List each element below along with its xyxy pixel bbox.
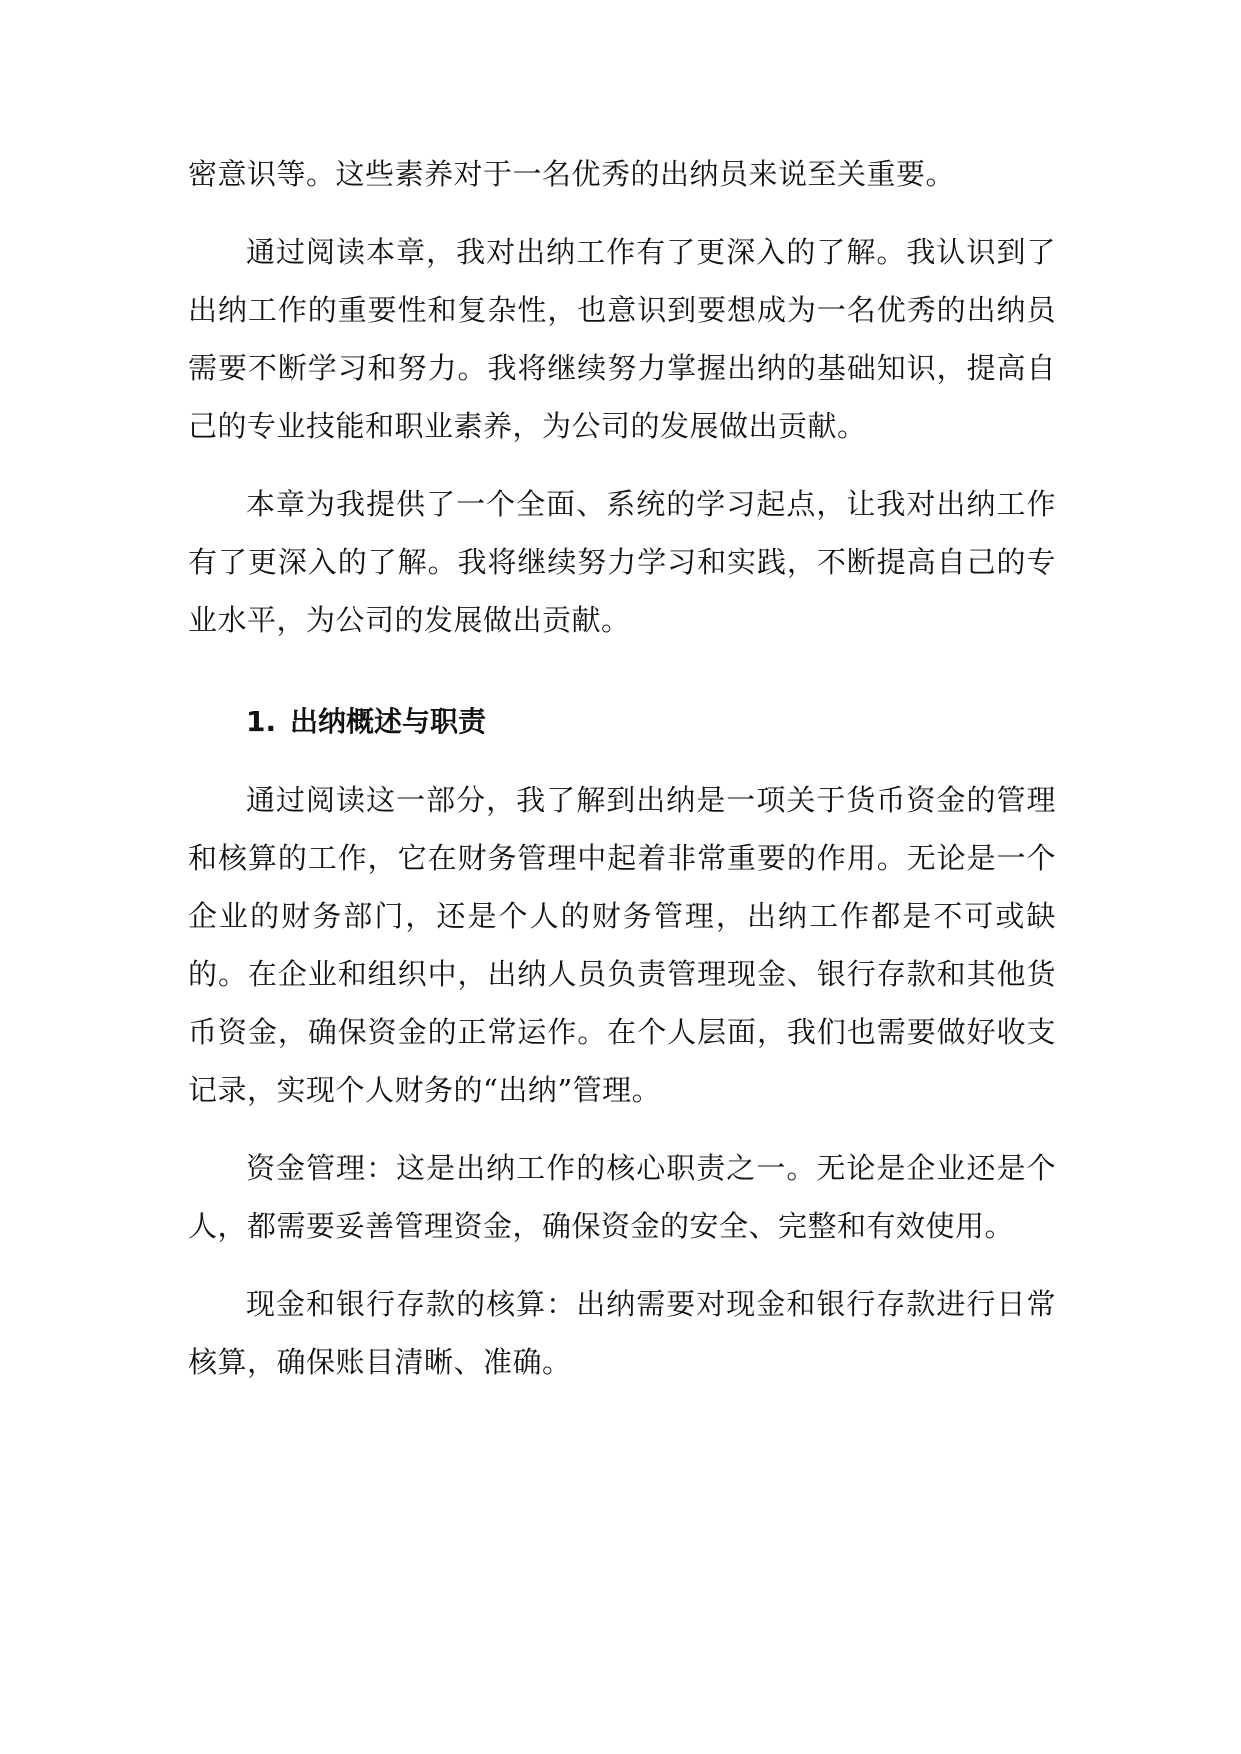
paragraph-continuation: 密意识等。这些素养对于一名优秀的出纳员来说至关重要。 (188, 157, 956, 191)
document-body (188, 145, 1056, 1411)
paragraph-cash-accounting: 现金和银行存款的核算：出纳需要对现金和银行存款进行日常核算，确保账目清晰、准确。 (188, 1287, 1056, 1379)
section-title: 出纳概述与职责 (290, 705, 487, 738)
paragraph-overview: 通过阅读这一部分，我了解到出纳是一项关于货币资金的管理和核算的工作，它在财务管理中起着非常重要的作用。无论是一个企业的财务部门，还是个人的财务管理，出纳工作都是不可或缺的。在企业和组织中，出纳人员负责管理现金、银行存款和其他货币资金，确保资金的正常运作。在个人层面，我们也需要做好收支记录，实现个人财务的“出纳”管理。 (188, 783, 1056, 1107)
section-number: 1. (246, 705, 277, 738)
paragraph-fund-management: 资金管理：这是出纳工作的核心职责之一。无论是企业还是个人，都需要妥善管理资金，确保资金的安全、完整和有效使用。 (188, 1151, 1056, 1243)
paragraph-chapter-reflection: 通过阅读本章，我对出纳工作有了更深入的了解。我认识到了出纳工作的重要性和复杂性，也意识到要想成为一名优秀的出纳员需要不断学习和努力。我将继续努力掌握出纳的基础知识，提高自己的专业技能和职业素养，为公司的发展做出贡献。 (188, 235, 1056, 443)
section-heading (188, 693, 1056, 751)
paragraph-chapter-summary: 本章为我提供了一个全面、系统的学习起点，让我对出纳工作有了更深入的了解。我将继续努力学习和实践，不断提高自己的专业水平，为公司的发展做出贡献。 (188, 487, 1056, 637)
